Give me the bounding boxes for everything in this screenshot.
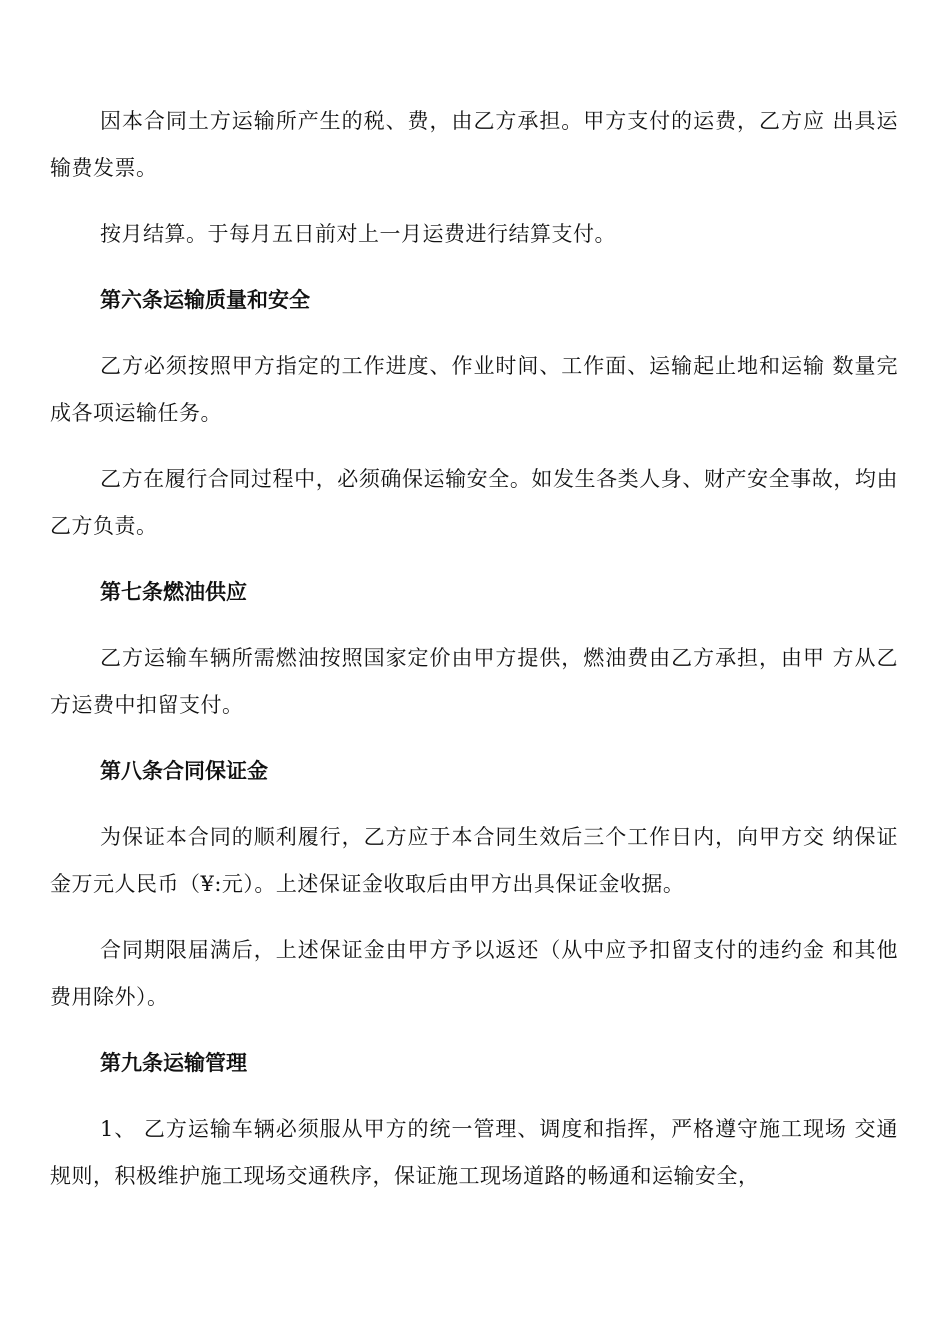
paragraph-transport-management-1: 1、 乙方运输车辆必须服从甲方的统一管理、调度和指挥，严格遵守施工现场 交通规则，积极维护施工现场交通秩序，保证施工现场道路的畅通和运输安全，: [50, 1117, 898, 1188]
heading-article-9: 第九条运输管理: [100, 1051, 247, 1075]
paragraph-tax-fees: 因本合同土方运输所产生的税、费，由乙方承担。甲方支付的运费，乙方应 出具运输费发票。: [50, 109, 898, 180]
paragraph-fuel-supply: 乙方运输车辆所需燃油按照国家定价由甲方提供，燃油费由乙方承担，由甲 方从乙方运费中扣留支付。: [50, 646, 898, 717]
heading-article-7: 第七条燃油供应: [100, 580, 247, 604]
paragraph-deposit-return: 合同期限届满后，上述保证金由甲方予以返还（从中应予扣留支付的违约金 和其他费用除外）。: [50, 938, 898, 1009]
paragraph-transport-safety: 乙方在履行合同过程中，必须确保运输安全。如发生各类人身、财产安全事故，均由乙方负责。: [50, 467, 898, 538]
paragraph-transport-tasks: 乙方必须按照甲方指定的工作进度、作业时间、工作面、运输起止地和运输 数量完成各项运输任务。: [50, 354, 898, 425]
paragraph-monthly-settlement: 按月结算。于每月五日前对上一月运费进行结算支付。: [100, 222, 616, 246]
paragraph-deposit-payment: 为保证本合同的顺利履行，乙方应于本合同生效后三个工作日内，向甲方交 纳保证金万元人民币（¥:元）。上述保证金收取后由甲方出具保证金收据。: [50, 825, 898, 896]
heading-article-6: 第六条运输质量和安全: [100, 288, 310, 312]
heading-article-8: 第八条合同保证金: [100, 759, 268, 783]
document-page: [50, 98, 898, 1200]
